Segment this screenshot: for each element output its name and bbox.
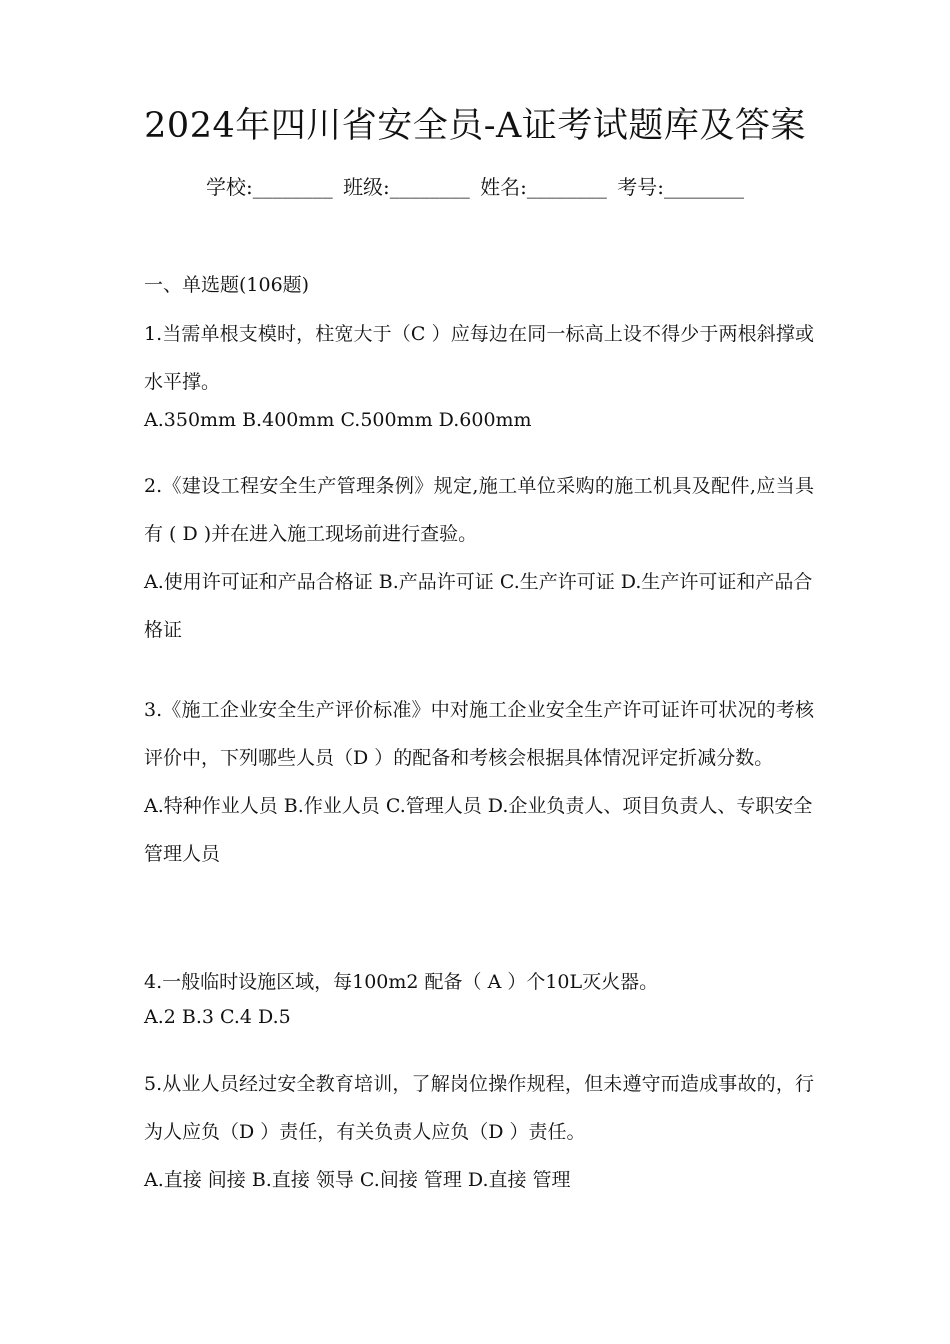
question-options: A.2 B.3 C.4 D.5 xyxy=(144,1006,291,1028)
question-stem: 4.一般临时设施区域，每100m2 配备（ A ）个10L灭火器。 xyxy=(144,971,659,993)
document-title: 2024年四川省安全员-A证考试题库及答案 xyxy=(144,106,806,146)
question-stem: 3.《施工企业安全生产评价标准》中对施工企业安全生产许可证许可状况的考核评价中，下列哪些人员（D ）的配备和考核会根据具体情况评定折减分数。 xyxy=(144,699,814,769)
question-stem: 2.《建设工程安全生产管理条例》规定,施工单位采购的施工机具及配件,应当具有 ( D )并在进入施工现场前进行查验。 xyxy=(144,475,814,545)
school-field: 学校:________ xyxy=(205,175,333,199)
class-field: 班级:________ xyxy=(343,175,470,199)
section-heading: 一、单选题(106题) xyxy=(144,274,310,296)
question-options: A.使用许可证和产品合格证 B.产品许可证 C.生产许可证 D.生产许可证和产品合格证 xyxy=(144,571,813,641)
question-1 xyxy=(144,310,814,435)
question-options: A.直接 间接 B.直接 领导 C.间接 管理 D.直接 管理 xyxy=(144,1169,571,1191)
question-options: A.特种作业人员 B.作业人员 C.管理人员 D.企业负责人、项目负责人、专职安全管理人员 xyxy=(144,795,813,865)
question-options: A.350mm B.400mm C.500mm D.600mm xyxy=(144,409,532,431)
question-2 xyxy=(144,462,814,654)
student-info-fields xyxy=(0,174,950,200)
question-3 xyxy=(144,686,814,878)
name-field: 姓名:________ xyxy=(480,175,607,199)
question-stem: 5.从业人员经过安全教育培训，了解岗位操作规程，但未遵守而造成事故的，行为人应负（D ）责任，有关负责人应负（D ）责任。 xyxy=(144,1073,814,1143)
question-stem: 1.当需单根支模时，柱宽大于（C ）应每边在同一标高上设不得少于两根斜撑或水平撑。 xyxy=(144,323,814,393)
question-4 xyxy=(144,958,814,1032)
question-5 xyxy=(144,1060,814,1204)
exam-number-field: 考号:________ xyxy=(617,175,745,199)
